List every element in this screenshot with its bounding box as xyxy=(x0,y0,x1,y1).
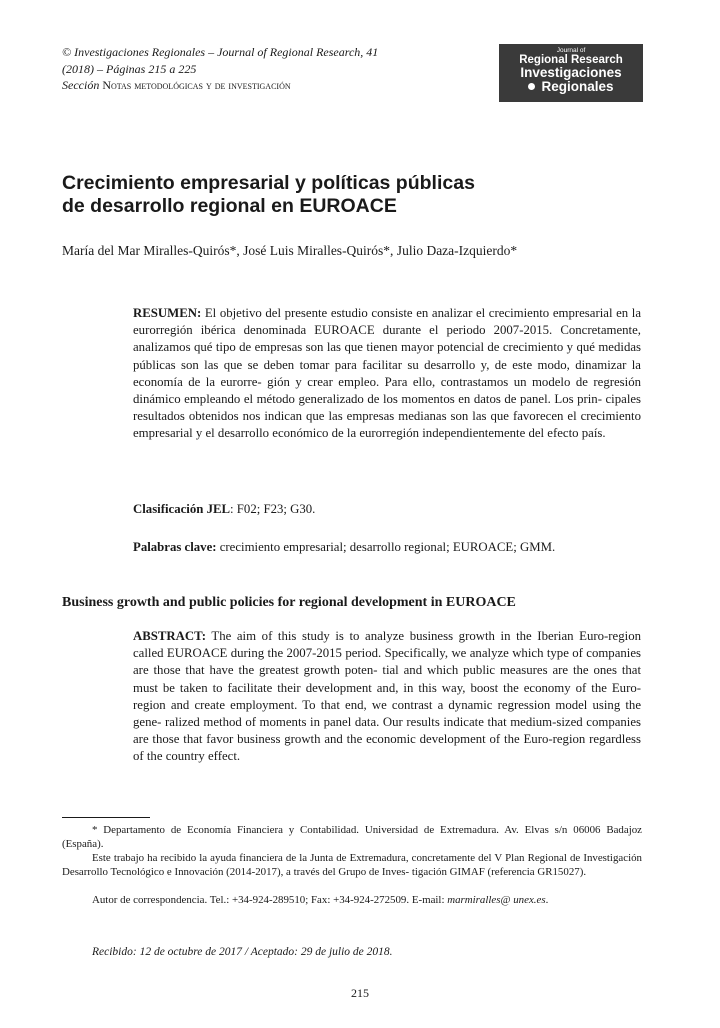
resumen-line: favorecen el crecimiento empresarial y el desarrollo económico de la eurorregión xyxy=(133,409,641,441)
section-line xyxy=(62,77,462,94)
keywords xyxy=(133,539,641,556)
jel-value: : F02; F23; G30. xyxy=(230,502,316,516)
page-number: 215 xyxy=(351,986,369,1000)
resumen-label: RESUMEN: xyxy=(133,306,202,320)
resumen-line: para facilitar su desarrollo y, de este modo, dinamizar la economía de la eurorre- xyxy=(133,357,641,389)
authors: María del Mar Miralles-Quirós*, José Luis Miralles-Quirós*, Julio Daza-Izquierdo* xyxy=(62,243,518,258)
logo-line4 xyxy=(499,80,643,94)
abstract-line: employment. To that end, we contrast a dynamic regression model using the gene- xyxy=(133,697,642,730)
paper-title-line1: Crecimiento empresarial y políticas públicas xyxy=(62,172,475,194)
paper-title-line2: de desarrollo regional en EUROACE xyxy=(62,195,397,217)
resumen-line: El objetivo del presente estudio consiste en analizar el crecimiento xyxy=(201,306,550,320)
logo-line4-text: Regionales xyxy=(541,79,614,94)
footnote-contact xyxy=(62,893,642,907)
abstract-line: development and, in this way, boost the economy of the Euro-region and create xyxy=(133,680,641,712)
resumen-line: 2007-2015. Concretamente, analizamos qué tipo de empresas son las que tienen xyxy=(133,323,641,355)
abstract-line: The aim of this study is to analyze business growth in the Iberian xyxy=(206,629,574,643)
logo-line1: Journal of xyxy=(556,47,586,54)
footnote-divider xyxy=(62,817,150,818)
footnote-affiliation xyxy=(62,823,642,851)
jel-label: Clasificación JEL xyxy=(133,502,231,516)
english-title: Business growth and public policies for regional development in EUROACE xyxy=(62,595,516,610)
resumen-line: independientemente del efecto país. xyxy=(422,426,606,441)
journal-citation-line2: (2018) – Páginas 215 a 225 xyxy=(62,61,197,76)
logo-dot-icon xyxy=(528,83,535,90)
journal-logo xyxy=(499,44,643,102)
jel-classification xyxy=(133,501,641,518)
funding-line2: Regional de Investigación Desarrollo Tecnológico e Innovación (2014-2017), a través del Grupo de Inves- xyxy=(62,852,642,879)
paper-title xyxy=(62,172,622,218)
section-name: Notas metodológicas y de investigación xyxy=(102,78,291,92)
received-accepted-dates: Recibido: 12 de octubre de 2017 / Aceptado: 29 de julio de 2018. xyxy=(92,946,393,958)
logo-line2: Regional Research xyxy=(519,54,623,66)
affiliation-line2: 06006 Badajoz (España). xyxy=(62,824,643,851)
journal-header xyxy=(62,44,462,94)
footnote-funding xyxy=(62,851,642,879)
contact-email-end: . xyxy=(545,894,549,906)
resumen-line: empresarial en la eurorregión ibérica denominada EUROACE durante el periodo xyxy=(133,306,642,338)
funding-line1: Este trabajo ha recibido la ayuda financiera de la Junta de Extremadura, concretamente del V Plan xyxy=(92,852,525,864)
abstract-line: the Euro-region regardless of the country effect. xyxy=(133,732,641,764)
logo-line3: Investigaciones xyxy=(520,65,622,80)
resumen-line: cipales resultados obtenidos nos indican que las empresas medianas son las que xyxy=(133,392,642,424)
abstract-line: analyze which type of companies are those that have the greatest growth poten- xyxy=(133,646,641,678)
contact-email-part1: marmiralles@ xyxy=(447,894,511,906)
abstract-label: ABSTRACT: xyxy=(133,629,207,643)
abstract-block xyxy=(133,628,641,766)
resumen-line: empleando el método generalizado de los momentos en datos de panel. Los prin- xyxy=(184,392,602,407)
abstract-line: tial and which public measures are the ones that must be taken to facilitate their xyxy=(133,663,642,695)
resumen-line: mayor potencial de crecimiento y qué medidas públicas son las que se deben tomar xyxy=(133,340,641,372)
resumen-block xyxy=(133,305,641,443)
abstract-line: Euro-region called EUROACE during the 2007-2015 period. Specifically, we xyxy=(133,629,641,661)
contact-line: Autor de correspondencia. Tel.: +34-924-289510; Fax: +34-924-272509. E-mail: xyxy=(92,894,448,906)
abstract-line: companies are those that favor business growth and the economic development of xyxy=(133,715,642,747)
keywords-label: Palabras clave: xyxy=(133,540,217,554)
section-label: Sección xyxy=(62,78,100,92)
resumen-line: gión y crear empleo. Para ello, contrastamos un modelo de regresión dinámico xyxy=(133,374,642,407)
funding-line3: tigación GIMAF (referencia GR15027). xyxy=(411,866,587,879)
abstract-line: ralized method of moments in panel data. Our results indicate that medium-sized xyxy=(165,715,583,730)
keywords-value: crecimiento empresarial; desarrollo regional; EUROACE; GMM. xyxy=(216,540,556,554)
affiliation-line1: * Departamento de Economía Financiera y Contabilidad. Universidad de Extremadura. Av. Elvas s/n xyxy=(92,824,568,836)
journal-citation-line1: © Investigaciones Regionales – Journal of Regional Research, 41 xyxy=(62,45,379,59)
contact-email-part2: unex.es xyxy=(513,894,546,906)
